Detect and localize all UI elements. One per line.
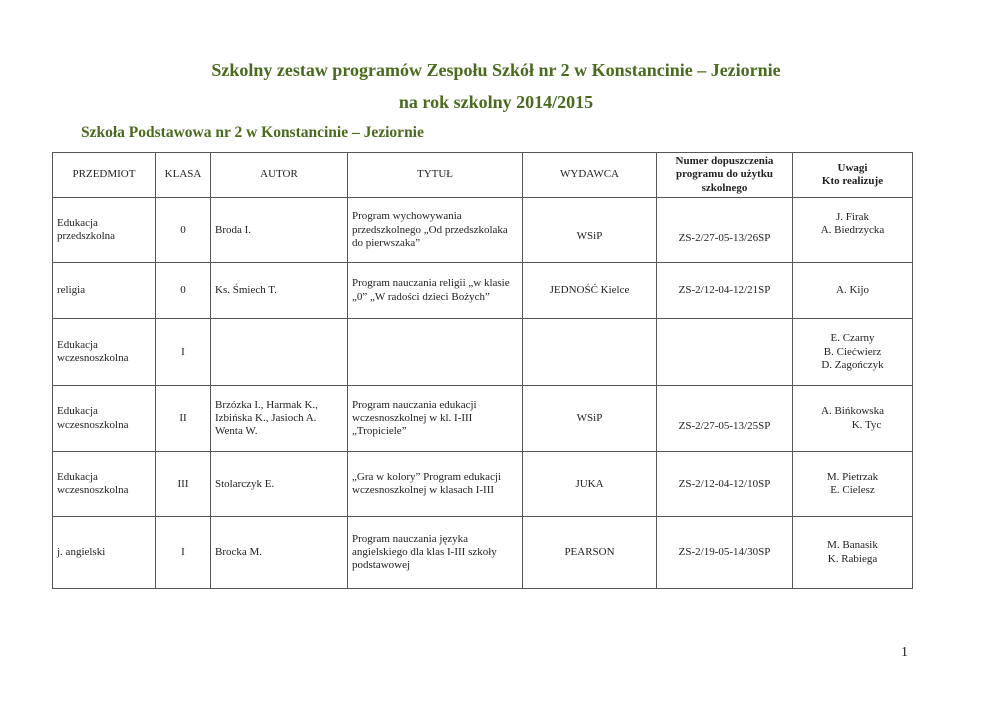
cell-tytul: Program nauczania edukacji wczesnoszkolnej w kl. I-III „Tropiciele” — [348, 386, 523, 452]
cell-tytul — [348, 319, 523, 386]
programs-table — [52, 152, 913, 589]
table-row — [53, 386, 913, 452]
cell-wydawca: JUKA — [523, 452, 657, 517]
cell-numer: ZS-2/12-04-12/21SP — [657, 263, 793, 319]
cell-klasa: I — [156, 517, 211, 589]
cell-numer — [657, 319, 793, 386]
cell-numer: ZS-2/19-05-14/30SP — [657, 517, 793, 589]
table-row — [53, 517, 913, 589]
cell-autor: Brocka M. — [211, 517, 348, 589]
cell-przedmiot: Edukacja wczesnoszkolna — [53, 319, 156, 386]
cell-autor — [211, 319, 348, 386]
cell-autor: Broda I. — [211, 198, 348, 263]
cell-uwagi — [793, 198, 913, 263]
cell-klasa: 0 — [156, 198, 211, 263]
cell-klasa: III — [156, 452, 211, 517]
cell-uwagi-person: M. Pietrzak — [826, 470, 879, 483]
page-number: 1 — [901, 645, 908, 660]
header-przedmiot: PRZEDMIOT — [53, 153, 156, 198]
cell-przedmiot: Edukacja wczesnoszkolna — [53, 386, 156, 452]
cell-uwagi-person: K. Rabiega — [827, 552, 878, 565]
cell-wydawca — [523, 319, 657, 386]
header-klasa: KLASA — [156, 153, 211, 198]
header-uwagi — [793, 153, 913, 198]
cell-uwagi-person: J. Firak — [836, 210, 869, 223]
cell-uwagi-person: M. Banasik — [827, 539, 878, 552]
cell-klasa: II — [156, 386, 211, 452]
cell-wydawca: WSiP — [523, 386, 657, 452]
header-kto-realizuje-label: Kto realizuje — [821, 175, 884, 188]
document-title: Szkolny zestaw programów Zespołu Szkół nr 2 w Konstancinie – Jeziornie — [211, 60, 781, 80]
cell-uwagi-person: E. Czarny — [830, 332, 875, 345]
header-tytul: TYTUŁ — [348, 153, 523, 198]
cell-uwagi-person: D. Zagończyk — [821, 358, 884, 371]
cell-tytul: „Gra w kolory” Program edukacji wczesnoszkolnej w klasach I-III — [348, 452, 523, 517]
cell-autor: Brzózka I., Harmak K., Izbińska K., Jasioch A. Wenta W. — [211, 386, 348, 452]
cell-uwagi-person: A. Kijo — [836, 284, 869, 297]
cell-uwagi — [793, 386, 913, 452]
cell-przedmiot: religia — [53, 263, 156, 319]
header-wydawca: WYDAWCA — [523, 153, 657, 198]
document-title-year: na rok szkolny 2014/2015 — [398, 92, 594, 112]
cell-uwagi-person: B. Ciećwierz — [823, 345, 882, 358]
cell-numer-text: ZS-2/27-05-13/26SP — [678, 231, 771, 244]
cell-klasa: 0 — [156, 263, 211, 319]
cell-uwagi — [793, 263, 913, 319]
cell-przedmiot: Edukacja przedszkolna — [53, 198, 156, 263]
table-row — [53, 319, 913, 386]
cell-uwagi — [793, 517, 913, 589]
cell-wydawca: PEARSON — [523, 517, 657, 589]
cell-autor: Ks. Śmiech T. — [211, 263, 348, 319]
cell-tytul: Program nauczania religii „w klasie „0” „W radości dzieci Bożych” — [348, 263, 523, 319]
cell-numer: ZS-2/12-04-12/10SP — [657, 452, 793, 517]
cell-uwagi-person: E. Cielesz — [830, 484, 875, 497]
header-numer: Numer dopuszczenia programu do użytku szkolnego — [657, 153, 793, 198]
cell-autor: Stolarczyk E. — [211, 452, 348, 517]
table-row — [53, 452, 913, 517]
cell-przedmiot: j. angielski — [53, 517, 156, 589]
cell-tytul: Program nauczania języka angielskiego dla klas I-III szkoły podstawowej — [348, 517, 523, 589]
cell-uwagi — [793, 452, 913, 517]
cell-numer — [657, 386, 793, 452]
header-uwagi-label: Uwagi — [837, 161, 868, 174]
cell-numer — [657, 198, 793, 263]
header-autor: AUTOR — [211, 153, 348, 198]
cell-tytul: Program wychowywania przedszkolnego „Od przedszkolaka do pierwszaka” — [348, 198, 523, 263]
table-row — [53, 263, 913, 319]
cell-uwagi-person: A. Bińkowska — [821, 405, 884, 418]
cell-uwagi-person: A. Biedrzycka — [820, 224, 885, 237]
cell-przedmiot: Edukacja wczesnoszkolna — [53, 452, 156, 517]
cell-wydawca: JEDNOŚĆ Kielce — [523, 263, 657, 319]
table-row — [53, 198, 913, 263]
cell-wydawca-text: WSiP — [576, 229, 603, 242]
cell-klasa: I — [156, 319, 211, 386]
table-header-row — [53, 153, 913, 198]
school-subtitle: Szkoła Podstawowa nr 2 w Konstancinie – Jeziornie — [81, 124, 424, 141]
cell-wydawca — [523, 198, 657, 263]
cell-uwagi-person: K. Tyc — [851, 418, 882, 431]
cell-numer-text: ZS-2/27-05-13/25SP — [678, 420, 771, 433]
cell-uwagi — [793, 319, 913, 386]
